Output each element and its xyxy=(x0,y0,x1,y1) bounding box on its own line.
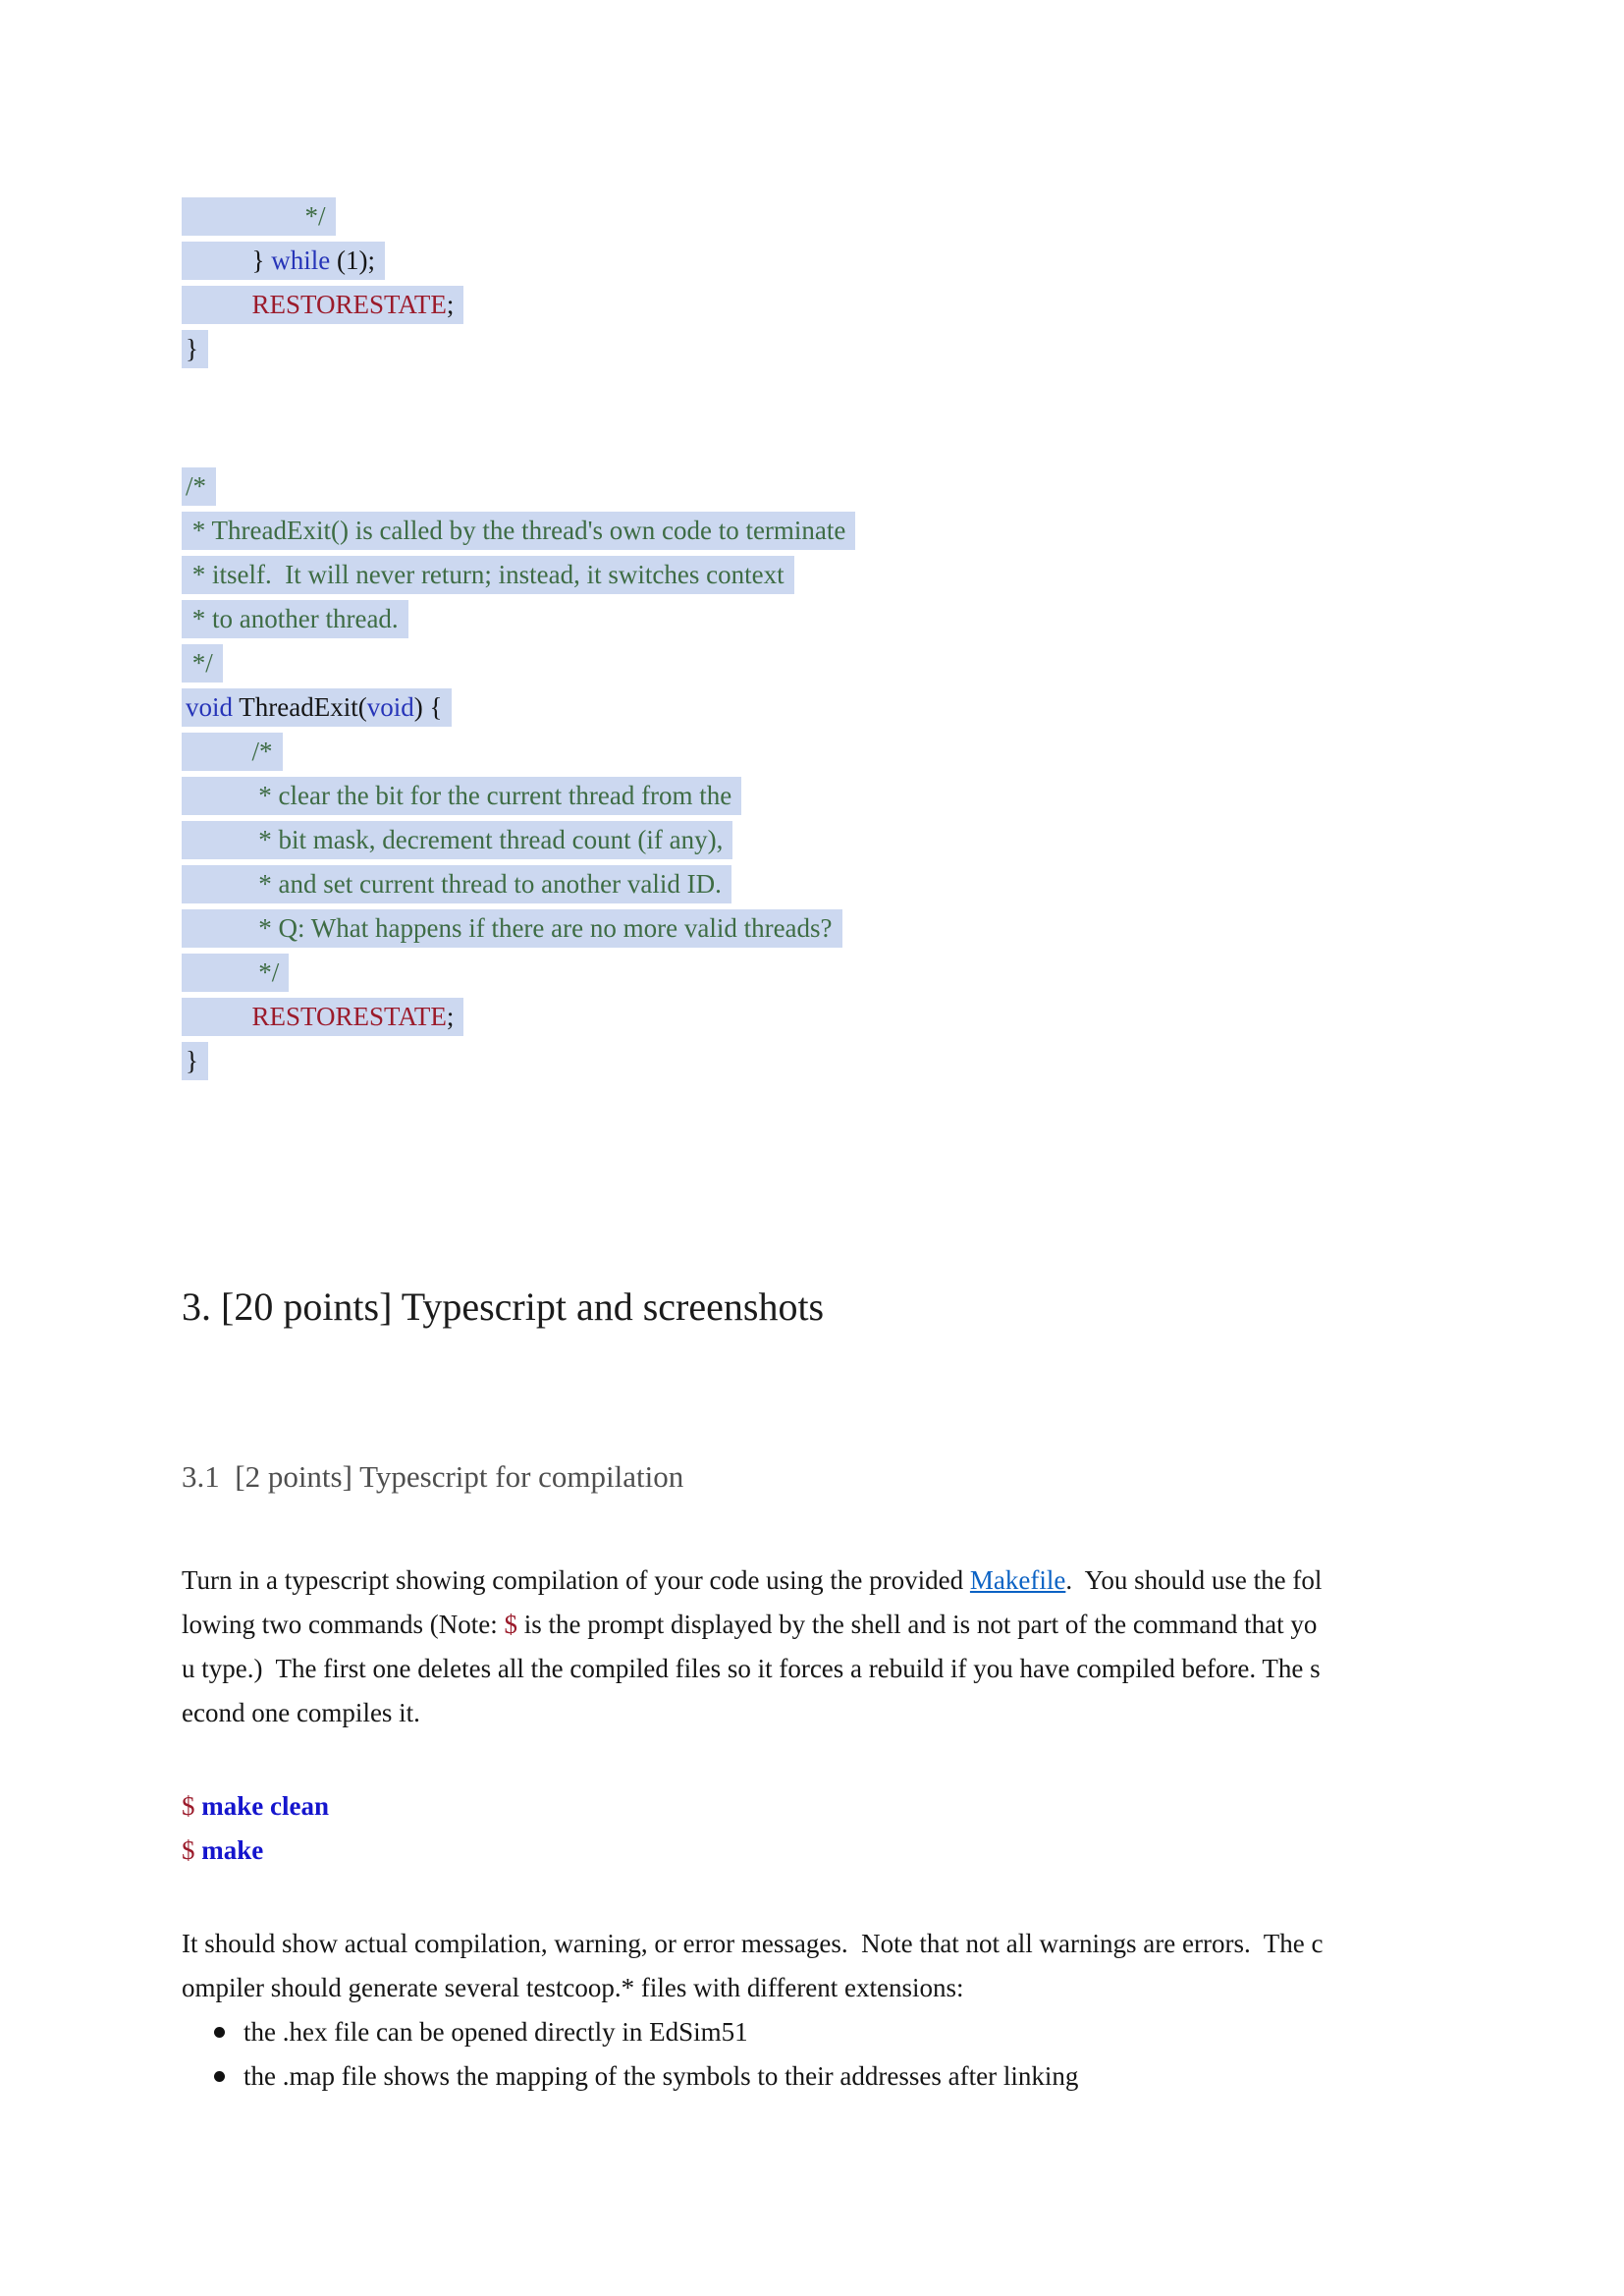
bullet-icon xyxy=(214,2071,225,2082)
text-segment: */ xyxy=(186,648,213,679)
selected-text-highlight xyxy=(182,954,289,992)
makefile-link[interactable]: Makefile xyxy=(969,1565,1066,1595)
text-segment: RESTORESTATE xyxy=(251,290,447,320)
text-segment: is the prompt displayed by the shell and is not part of the command that yo xyxy=(516,1610,1318,1639)
output-paragraph xyxy=(182,1922,1624,2010)
text-segment: RESTORESTATE xyxy=(251,1002,447,1032)
text-segment: (1); xyxy=(330,246,375,276)
paragraph-line xyxy=(182,1784,1624,1829)
code-line xyxy=(182,993,1624,1037)
text-segment: */ xyxy=(186,201,326,232)
paragraph-line xyxy=(182,1922,1624,1966)
code-line xyxy=(182,639,1624,683)
selected-text-highlight xyxy=(182,242,385,280)
text-segment: * Q: What happens if there are no more valid threads? xyxy=(186,913,833,944)
intro-paragraph xyxy=(182,1558,1624,1735)
bullet-icon xyxy=(214,2027,225,2038)
command-listing xyxy=(182,1784,1624,1873)
text-segment: ) { xyxy=(413,692,443,723)
code-line xyxy=(182,595,1624,639)
code-block-thread-exit xyxy=(182,463,1624,1081)
text-segment: } xyxy=(186,1046,198,1076)
text-segment: $ xyxy=(182,1791,195,1821)
text-segment: It should show actual compilation, warning, or error messages. Note that not all warnings are errors. The c xyxy=(182,1929,1324,1958)
subsection-heading: 3.1 [2 points] Typescript for compilation xyxy=(182,1459,684,1494)
text-segment: $ xyxy=(504,1610,517,1639)
text-segment: * clear the bit for the current thread from the xyxy=(186,781,732,811)
text-segment: ThreadExit( xyxy=(233,692,367,723)
text-segment: void xyxy=(366,692,414,723)
selected-text-highlight xyxy=(182,286,463,324)
text-segment: $ xyxy=(182,1835,195,1865)
code-line xyxy=(182,860,1624,904)
selected-text-highlight xyxy=(182,733,283,771)
text-segment: Turn in a typescript showing compilation of your code using the provided xyxy=(182,1565,970,1595)
selected-text-highlight xyxy=(182,998,463,1036)
paragraph-line xyxy=(182,1603,1624,1647)
paragraph-line xyxy=(182,1647,1624,1691)
selected-text-highlight xyxy=(182,556,794,594)
code-line xyxy=(182,192,1624,237)
text-segment: ; xyxy=(446,290,455,320)
text-segment: make clean xyxy=(201,1791,329,1821)
text-segment: ; xyxy=(446,1002,455,1032)
code-block-main-loop-end xyxy=(182,192,1624,369)
text-segment: econd one compiles it. xyxy=(182,1698,420,1727)
selected-text-highlight xyxy=(182,865,731,903)
text-segment xyxy=(186,290,252,319)
text-segment: * and set current thread to another valid ID. xyxy=(186,869,722,900)
code-line xyxy=(182,237,1624,281)
paragraph-line xyxy=(182,1966,1624,2010)
text-segment: /* xyxy=(186,471,207,502)
list-item xyxy=(182,2054,1624,2099)
selected-text-highlight xyxy=(182,777,741,815)
selected-text-highlight xyxy=(182,197,336,236)
text-segment: } xyxy=(186,246,272,276)
list-item-text: the .hex file can be opened directly in EdSim51 xyxy=(244,2017,748,2047)
text-segment: * ThreadExit() is called by the thread's own code to terminate xyxy=(186,516,846,546)
text-segment xyxy=(186,1002,252,1031)
selected-text-highlight xyxy=(182,821,732,859)
paragraph-line xyxy=(182,1558,1624,1603)
text-segment: lowing two commands (Note: xyxy=(182,1610,505,1639)
text-segment: void xyxy=(186,692,234,723)
paragraph-line xyxy=(182,1691,1624,1735)
text-segment: ompiler should generate several testcoop.* files with different extensions: xyxy=(182,1973,964,2002)
code-line xyxy=(182,772,1624,816)
section-heading: 3. [20 points] Typescript and screenshots xyxy=(182,1285,825,1329)
code-line xyxy=(182,1037,1624,1081)
code-line xyxy=(182,463,1624,507)
selected-text-highlight xyxy=(182,644,223,683)
selected-text-highlight xyxy=(182,688,452,727)
code-line xyxy=(182,949,1624,993)
text-segment: * to another thread. xyxy=(186,604,399,634)
code-line xyxy=(182,325,1624,369)
paragraph-line xyxy=(182,1829,1624,1873)
text-segment: make xyxy=(201,1835,264,1865)
selected-text-highlight xyxy=(182,600,408,638)
code-line xyxy=(182,904,1624,949)
list-item xyxy=(182,2010,1624,2054)
code-line xyxy=(182,683,1624,728)
text-segment: u type.) The first one deletes all the compiled files so it forces a rebuild if you have compiled before. The s xyxy=(182,1654,1321,1683)
text-segment: } xyxy=(186,334,198,364)
text-segment: * itself. It will never return; instead, it switches context xyxy=(186,560,785,590)
selected-text-highlight xyxy=(182,1042,208,1080)
text-segment: /* xyxy=(186,737,273,767)
code-line xyxy=(182,551,1624,595)
text-segment: while xyxy=(271,246,331,276)
selected-text-highlight xyxy=(182,467,216,506)
selected-text-highlight xyxy=(182,330,208,368)
list-item-text: the .map file shows the mapping of the symbols to their addresses after linking xyxy=(244,2061,1079,2091)
selected-text-highlight xyxy=(182,909,842,948)
bullet-list xyxy=(182,2010,1624,2099)
code-line xyxy=(182,281,1624,325)
code-line xyxy=(182,507,1624,551)
code-line xyxy=(182,728,1624,772)
code-line xyxy=(182,816,1624,860)
text-segment: */ xyxy=(186,957,280,988)
text-segment: . You should use the fol xyxy=(1065,1565,1323,1595)
text-segment: * bit mask, decrement thread count (if any), xyxy=(186,825,724,855)
selected-text-highlight xyxy=(182,512,855,550)
